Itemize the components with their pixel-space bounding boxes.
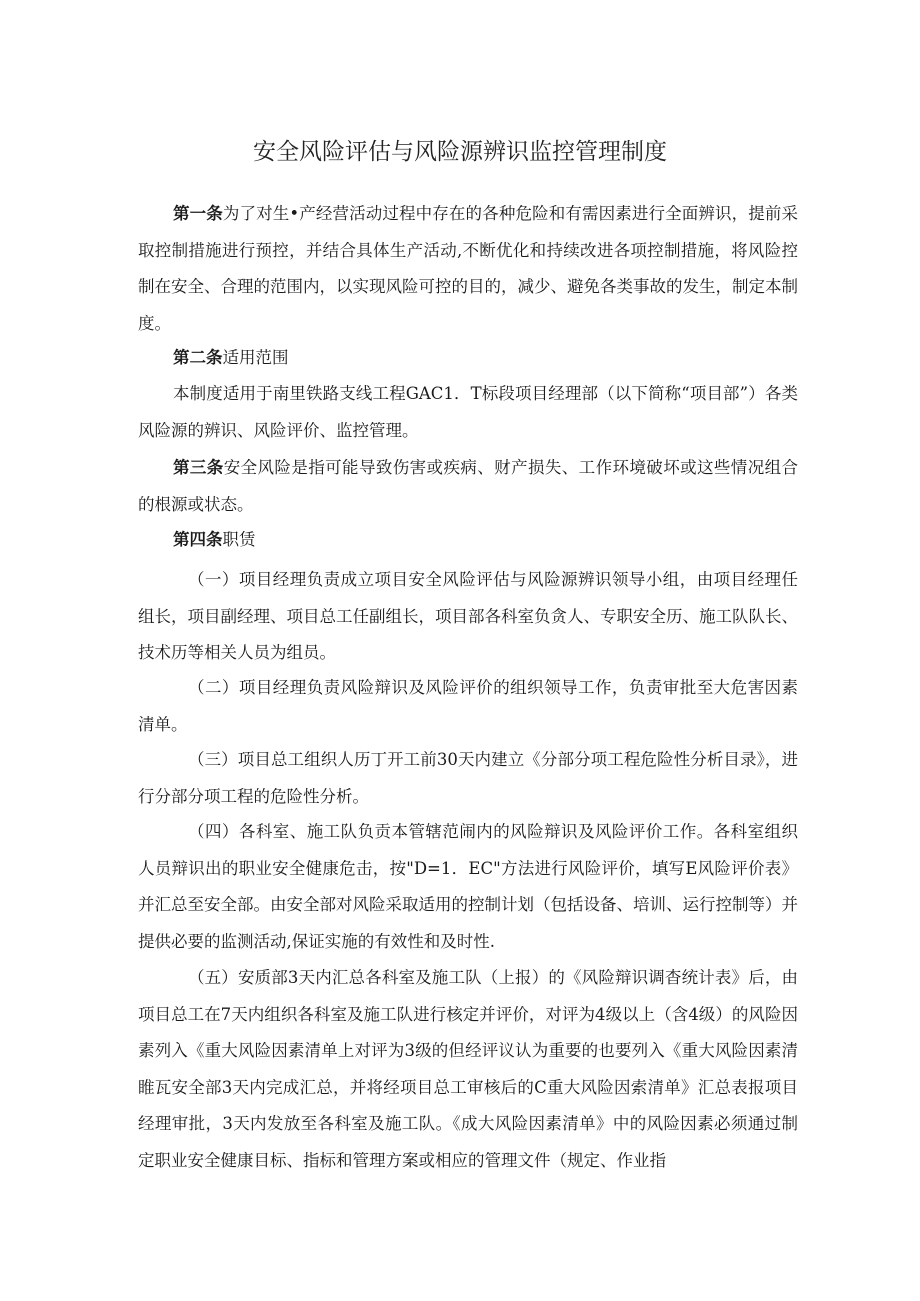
- article-3: [138, 450, 798, 523]
- article-4-heading: [138, 522, 798, 559]
- article-4-item-4: （四）各科室、施工队负贡本管辖范闹内的风险辩识及风险评价工作。各科室组织人员辩识出的职业安全健康危击，按"D=1．EC"方法进行风险评价，填写E风险评价表》并汇总至安全部。由安全部对风险采取适用的控制计划（包括设备、培训、运行控制等）并提供必要的监测活动,保证实施的有效性和及时性.: [138, 822, 798, 951]
- article-2-label: 第二条: [173, 348, 223, 367]
- article-1: [138, 196, 798, 342]
- article-4-item-1: （一）项目经理负责成立项目安全风险评估与风险源辨识领导小组，由项目经理任组长，项目副经理、项目总工任副组长，项目部各科室负贪人、专职安全历、施工队队长、技术历等相关人员为组员。: [138, 570, 798, 662]
- article-1-label: 第一条: [173, 204, 223, 223]
- article-4-item-2: （二）项目经理负责风险辩识及风险评价的组织领导工作，负责审批至大危害因素清单。: [138, 678, 798, 734]
- article-4-text: 职赁: [222, 530, 256, 549]
- article-2-heading: [138, 340, 798, 377]
- article-2-text: 适用范围: [222, 348, 289, 367]
- article-2-body: 本制度适用于南里铁路支线工程GAC1．T标段项目经理部（以下简称“项目部”）各类风险源的辨识、风险评价、监控管理。: [138, 384, 798, 440]
- article-1-text: 为了对生•产经营活动过程中存在的各种危险和有需因素进行全面辨识，提前采取控制措施进行预控，并结合具体生产活动,不断优化和持续改进各项控制措施，将风险控制在安全、合理的范围内，以实现风险可控的目的，减少、避免各类事故的发生，制定本制度。: [138, 204, 799, 333]
- document-title: 安全风险评估与风险源辨识监控管理制度: [253, 139, 667, 165]
- article-4-label: 第四条: [173, 530, 223, 549]
- article-4-item-3: （三）项目总工组织人历丁开工前30天内建立《分部分项工程危险性分析目录》，进行分部分项工程的危险性分析。: [138, 750, 798, 806]
- article-3-label: 第三条: [173, 458, 224, 477]
- article-4-item-5: （五）安质部3天内汇总各科室及施工队（上报）的《风险辩识调杳统计表》后，由项目总工在7天内组织各科室及施工队进行核定并评价，对评为4级以上（含4级）的风险因素列入《重大风险因素清单上对评为3级的但经评议认为重要的也要列入《重大风险因素清睢瓦安全部3天内完成汇总，并将经项目总工审核后的C重大风险因索清单》汇总表报项目经理审批，3天内发放至各科室及施工队。《成大风险因素清单》中的风险因素必须通过制定职业安全健康目标、指标和管理方案或相应的管理文件（规定、作业指: [138, 968, 798, 1170]
- article-3-text: 安全风险是指可能导致伤害或疾病、财产损失、工作环境破坏或这些情况组合的根源或状态。: [138, 458, 799, 514]
